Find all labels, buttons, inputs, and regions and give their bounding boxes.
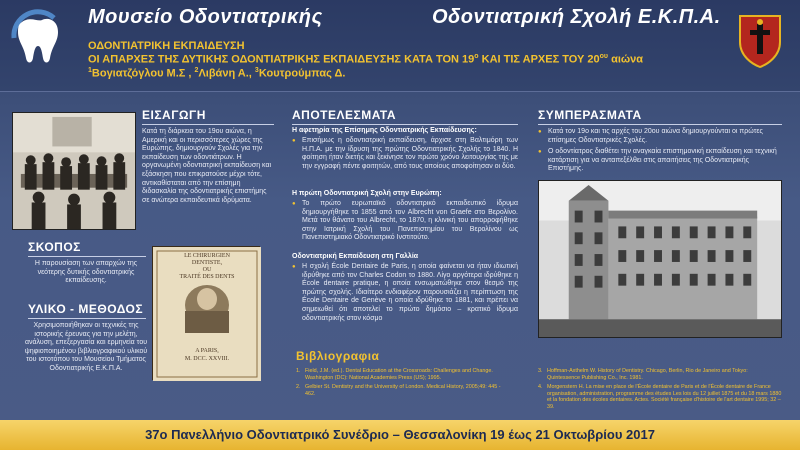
reference-number: 1. (296, 368, 301, 374)
aim-divider (28, 256, 146, 257)
intro-heading: ΕΙΣΑΓΩΓΗ (142, 108, 206, 122)
reference-item (296, 384, 510, 397)
reference-text: Hoffman-Axthelm W. History of Dentistry. Chicago, Berlin, Rio de Janeiro and Tokyo: Quintessence Publishing Co., Inc. 1981. (547, 368, 748, 381)
book-line-4: TRAITÉ DES DENTS (179, 274, 235, 280)
method-divider (28, 318, 146, 319)
author-number-3: 3 (254, 67, 259, 74)
museum-title: Μουσείο Οδοντιατρικής (88, 6, 323, 28)
subtitle-line-1: ΟΔΟΝΤΙΑΤΡΙΚΗ ΕΚΠΑΙΔΕΥΣΗ (88, 40, 245, 52)
subtitle-part-b: ΚΑΙ ΤΙΣ ΑΡΧΕΣ ΤΟΥ 20 (478, 53, 600, 66)
method-text: Χρησιμοποιήθηκαν οι τεχνικές της ιστορικής έρευνας για την μελέτη, ανάλυση, επεξεργασία και ερμηνεία του ψηφιοποιημένου βιβλιογραφικού υλικού του ιστοτόπου του Μουσείου Τμήματος Οδοντιατρικής Ε.Κ.Π.Α. (24, 322, 148, 372)
results-block1 (292, 137, 518, 174)
authors (88, 67, 345, 80)
tooth-logo-icon (8, 8, 68, 68)
reference-item (296, 368, 510, 381)
reference-item (538, 368, 782, 381)
book-line-6: M. DCC. XXVIII. (184, 356, 230, 362)
results-heading: ΑΠΟΤΕΛΕΣΜΑΤΑ (292, 108, 396, 122)
results-block3-title: Οδοντιατρική Εκπαίδευση στη Γαλλία (292, 253, 419, 260)
intro-divider (142, 124, 274, 125)
conclusions-list (538, 128, 782, 177)
author-number-2: 2 (194, 67, 199, 74)
results-block2 (292, 200, 518, 246)
method-heading: ΥΛΙΚΟ - ΜΕΘΟΔΟΣ (28, 302, 144, 316)
author-2: Λιβάνη Α., (198, 67, 255, 80)
book-line-2: DENTISTE, (191, 260, 223, 266)
intro-text: Κατά τη διάρκεια του 19ου αιώνα, η Αμερική και οι περισσότερες χώρες της Ευρώπης, δημιουργούν Σχολές για την εκπαίδευση των οδοντιάτρων. Η οργανωμένη οδοντιατρική εκπαίδευση και εξάσκηση που επικρατούσε μέχρι τότε, αντικαθίσταται από την επίσημη διδασκαλία της οδοντιατρικής επιστήμης σε ανώτερα εκπαιδευτικά ιδρύματα. (142, 128, 272, 204)
subtitle-sup-1: ο (474, 53, 479, 60)
results-divider (292, 124, 518, 125)
reference-number: 4. (538, 384, 543, 391)
conclusions-divider (538, 124, 782, 125)
aim-heading: ΣΚΟΠΟΣ (28, 240, 81, 254)
conclusion-item: ● Ο οδοντίατρος διαθέτει την αναγκαία επιστημονική εκπαίδευση και τεχνική κατάρτιση για να ανταπεξέλθει στις απαιτήσεις της Οδοντιατρικής Επιστήμης. (538, 148, 782, 174)
historic-meeting-photo (12, 112, 136, 230)
conference-footer: 37ο Πανελλήνιο Οδοντιατρικό Συνέδριο – Θεσσαλονίκη 19 έως 21 Οκτωβρίου 2017 (0, 420, 800, 450)
historic-building-photo (538, 180, 782, 338)
header-banner (0, 0, 800, 92)
book-line-5: A PARIS, (195, 348, 219, 354)
bibliography-left (296, 368, 510, 400)
subtitle-sup-2: ου (599, 53, 609, 60)
bibliography-right (538, 368, 782, 414)
reference-text: Morgenstern H. La mise en place de l'École dentaire de Paris et de l'École dentaire de France organisation, administration, programme des études Les lois du 12 juillet 1875 et du 18 mars 1880 et la fondation des écoles dentaires. Actes. Société française d'histoire de l'art dentaire 1995; 32 – 39. (547, 384, 782, 410)
results-block2-title: Η πρώτη Οδοντιατρική Σχολή στην Ευρώπη: (292, 190, 442, 197)
bibliography-heading: Βιβλιογραφια (296, 349, 380, 363)
book-line-1: LE CHIRURGIEN (184, 253, 230, 259)
results-block1-title: Η αφετηρία της Επίσημης Οδοντιατρικής Εκπαίδευσης: (292, 127, 477, 134)
reference-text: Gelbier St. Dentistry and the University of London. Medical History, 2005;49: 445 - 462. (305, 384, 501, 397)
school-title: Οδοντιατρική Σχολή Ε.Κ.Π.Α. (432, 6, 721, 28)
results-block1-text: ● Επισήμως η οδοντιατρική εκπαίδευση, άρχισε στη Βαλτιμόρη των Η.Π.Α. με την ίδρυση της πρώτης Οδοντιατρικής Σχολής το 1840. Η φοίτηση ήταν διετής και ξεκίνησε τον πρώτο χρόνο λειτουργίας της με την εγγραφή πέντε φοιτητών, από τους οποίους αποφοίτησαν οι δύο. (292, 137, 518, 171)
reference-number: 2. (296, 384, 301, 391)
subtitle-part-a: ΟΙ ΑΠΑΡΧΕΣ ΤΗΣ ΔΥΤΙΚΗΣ ΟΔΟΝΤΙΑΤΡΙΚΗΣ ΕΚΠΑΙΔΕΥΣΗΣ ΚΑΤΑ ΤΟΝ 19 (88, 53, 475, 66)
university-crest-icon (738, 12, 782, 68)
old-book-photo (152, 246, 260, 380)
aim-text: Η παρουσίαση των απαρχών της νεότερης δυτικής οδοντιατρικής εκπαίδευσης. (34, 260, 138, 285)
results-block3 (292, 263, 518, 326)
reference-text: Field, J.M. (ed.). Dental Education at the Crossroads: Challenges and Change. Washington (DC): National Academies Press (US); 1995. (305, 368, 493, 381)
conclusion-item: ● Κατά τον 19ο και τις αρχές του 20ου αιώνα δημιουργούνται οι πρώτες επίσημες Οδοντιατρικές Σχολές. (538, 128, 782, 145)
author-number-1: 1 (88, 67, 92, 74)
reference-item (538, 384, 782, 410)
subtitle-part-c: αιώνα (608, 53, 644, 66)
results-block2-text: ● Το πρώτο ευρωπαϊκό οδοντιατρικό εκπαιδευτικό ίδρυμα δημιουργήθηκε το 1855 από τον Albrecht von Graefe στο Βερολίνο. Μετά τον θάνατο του Albrecht, το 1870, η κλινική του απορροφήθηκε στην Ιατρική Σχολή του Πανεπιστημίου του Βερολίνου ως Πανεπιστημιακό Οδοντιατρικό Ινστιτούτο. (292, 200, 518, 243)
author-3: Κουτρούμπας Δ. (258, 67, 346, 80)
reference-number: 3. (538, 368, 543, 374)
book-line-3: OU (202, 267, 212, 273)
results-block3-text: ● Η σχολή École Dentaire de Paris, η οποία φαίνεται να ήταν ιδιωτική ιδρύθηκε από τον Charles Codon το 1880. Λίγο αργότερα ιδρύθηκε η École dentaire pratique, η οποία ενσωματώθηκε στον θεσμό της πρώτης σχολής. Ιδιαίτερο ενδιαφέρον παρουσιάζει η περίπτωση της École Dentaire de Genève η οποία ιδρύθηκε το 1881, και πρέπει να σημειωθεί ότι αποτελεί το πρώτο δημόσιο – κρατικό ίδρυμα οδοντιατρικής στον κόσμο (292, 263, 518, 323)
conclusions-heading: ΣΥΜΠΕΡΑΣΜΑΤΑ (538, 108, 642, 122)
author-1: Βογιατζόγλου Μ.Σ , (91, 67, 195, 80)
subtitle-line-2 (88, 53, 643, 66)
